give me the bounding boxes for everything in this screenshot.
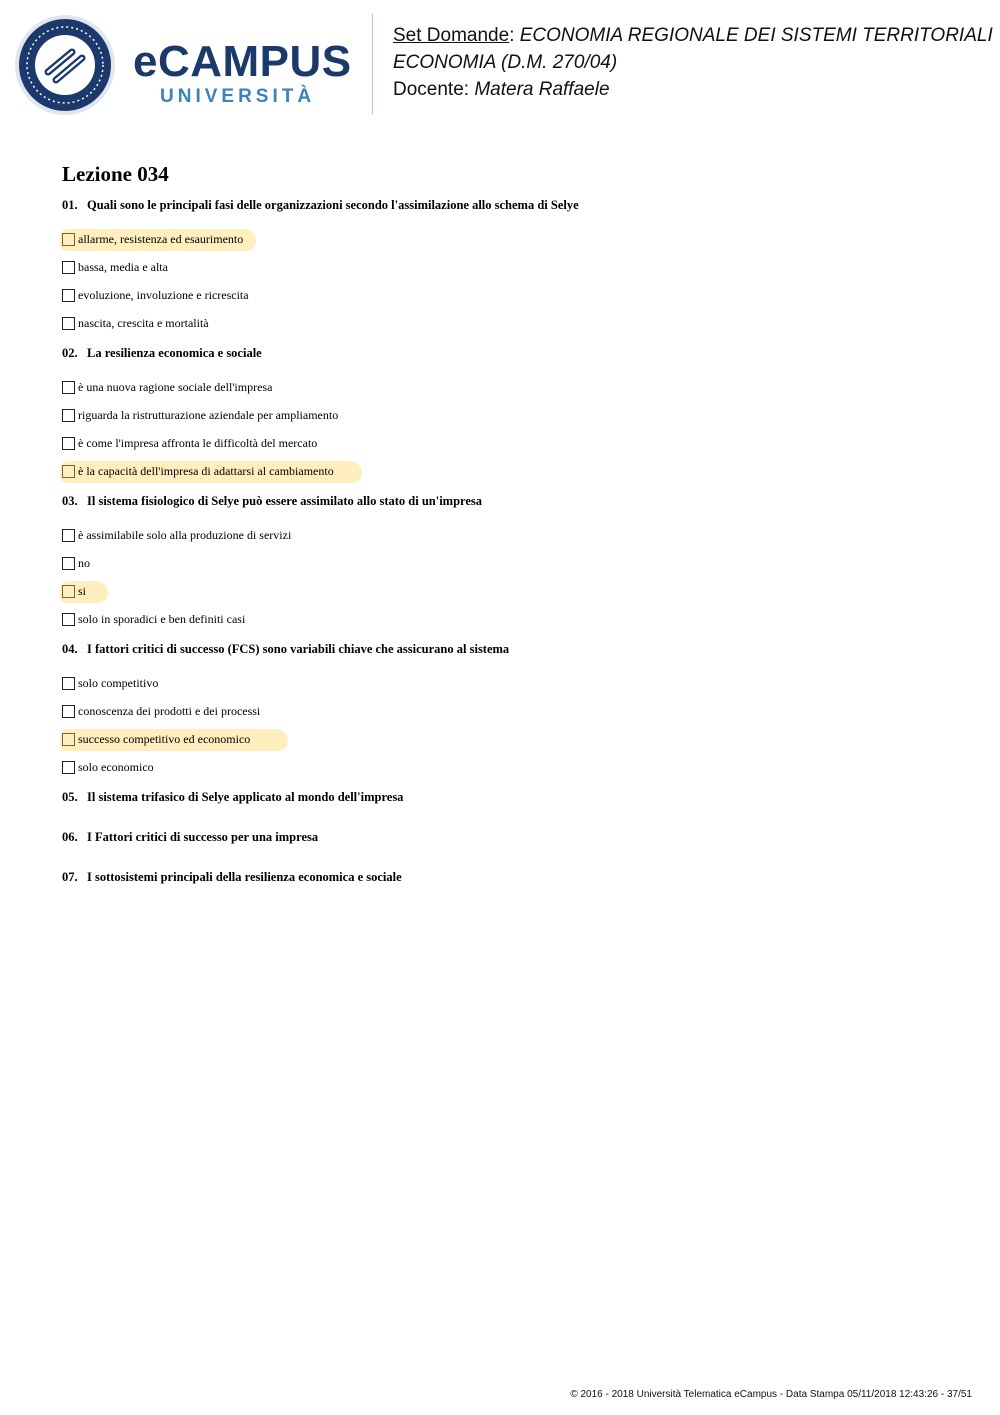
answer-label: riguarda la ristrutturazione aziendale per ampliamento xyxy=(78,408,339,422)
answer-label: è come l'impresa affronta le difficoltà del mercato xyxy=(78,436,318,450)
answer-label: è la capacità dell'impresa di adattarsi al cambiamento xyxy=(78,464,334,478)
answer-option[interactable] xyxy=(62,515,962,543)
answer-option[interactable] xyxy=(62,599,962,627)
answer-checkbox[interactable] xyxy=(62,677,75,690)
answer-option[interactable] xyxy=(62,747,962,775)
answer-checkbox[interactable] xyxy=(62,409,75,422)
teacher-line xyxy=(393,76,993,103)
question-01 xyxy=(62,196,962,331)
question-label: La resilienza economica e sociale xyxy=(87,346,262,360)
brand-subtitle: UNIVERSITÀ xyxy=(160,86,316,107)
answer-checkbox[interactable] xyxy=(62,761,75,774)
question-text xyxy=(62,492,962,510)
question-05 xyxy=(62,788,962,806)
answer-option[interactable] xyxy=(62,423,962,451)
answer-checkbox[interactable] xyxy=(62,261,75,274)
course-line-1: Set Domande: ECONOMIA REGIONALE DEI SISTEMI TERRITORIALI xyxy=(393,25,993,46)
answer-checkbox[interactable] xyxy=(62,529,75,542)
question-number: 01. xyxy=(62,198,78,212)
answer-checkbox[interactable] xyxy=(62,317,75,330)
question-07 xyxy=(62,868,962,886)
question-number: 02. xyxy=(62,346,78,360)
question-number: 05. xyxy=(62,790,78,804)
answer-label: bassa, media e alta xyxy=(78,260,168,274)
answer-label: si xyxy=(78,584,87,598)
teacher-name: Matera Raffaele xyxy=(474,79,610,100)
answer-option[interactable] xyxy=(62,219,962,247)
answer-label: è assimilabile solo alla produzione di servizi xyxy=(78,528,292,542)
question-text xyxy=(62,640,962,658)
question-02 xyxy=(62,344,962,479)
answer-option[interactable] xyxy=(62,247,962,275)
answer-label: allarme, resistenza ed esaurimento xyxy=(78,232,244,246)
course-line-2 xyxy=(393,49,993,76)
answer-label: no xyxy=(78,556,90,570)
question-number: 06. xyxy=(62,830,78,844)
answer-checkbox[interactable] xyxy=(62,705,75,718)
course-degree: ECONOMIA (D.M. 270/04) xyxy=(393,52,618,73)
question-list xyxy=(62,196,962,899)
question-label: I Fattori critici di successo per una impresa xyxy=(87,830,319,844)
answer-option[interactable] xyxy=(62,571,962,599)
question-label: I fattori critici di successo (FCS) sono variabili chiave che assicurano al sistema xyxy=(87,642,510,656)
answer-label: solo economico xyxy=(78,760,154,774)
question-text xyxy=(62,828,962,846)
answer-option[interactable] xyxy=(62,275,962,303)
course-name: ECONOMIA REGIONALE DEI SISTEMI TERRITORIALI xyxy=(519,25,993,46)
answer-checkbox[interactable] xyxy=(62,613,75,626)
question-number: 04. xyxy=(62,642,78,656)
question-text xyxy=(62,788,962,806)
answer-label: solo competitivo xyxy=(78,676,159,690)
answer-option[interactable] xyxy=(62,543,962,571)
page-footer: © 2016 - 2018 Università Telematica eCampus - Data Stampa 05/11/2018 12:43:26 - 37/51 xyxy=(570,1389,972,1400)
question-label: Il sistema fisiologico di Selye può essere assimilato allo stato di un'impresa xyxy=(87,494,483,508)
answer-checkbox[interactable] xyxy=(62,557,75,570)
question-label: I sottosistemi principali della resilienza economica e sociale xyxy=(87,870,402,884)
answer-checkbox[interactable] xyxy=(62,437,75,450)
question-text xyxy=(62,196,962,214)
brand-name: eCAMPUS xyxy=(133,37,352,86)
question-04 xyxy=(62,640,962,775)
answer-option[interactable] xyxy=(62,451,962,479)
question-text xyxy=(62,344,962,362)
answer-label: nascita, crescita e mortalità xyxy=(78,316,209,330)
answer-option[interactable] xyxy=(62,303,962,331)
answer-checkbox[interactable] xyxy=(62,289,75,302)
answer-option[interactable] xyxy=(62,691,962,719)
question-number: 03. xyxy=(62,494,78,508)
answer-label: evoluzione, involuzione e ricrescita xyxy=(78,288,249,302)
question-number: 07. xyxy=(62,870,78,884)
set-label: Set Domande xyxy=(393,25,510,46)
question-label: Il sistema trifasico di Selye applicato al mondo dell'impresa xyxy=(87,790,404,804)
answer-label: è una nuova ragione sociale dell'impresa xyxy=(78,380,273,394)
lesson-title: Lezione 034 xyxy=(62,162,169,186)
answer-label: conoscenza dei prodotti e dei processi xyxy=(78,704,261,718)
header-divider xyxy=(372,14,373,114)
answer-label: solo in sporadici e ben definiti casi xyxy=(78,612,246,626)
question-label: Quali sono le principali fasi delle organizzazioni secondo l'assimilazione allo schema di Selye xyxy=(87,198,579,212)
header-info xyxy=(393,22,993,103)
answer-option[interactable] xyxy=(62,367,962,395)
answer-label: successo competitivo ed economico xyxy=(78,732,251,746)
answer-checkbox[interactable] xyxy=(62,381,75,394)
question-03 xyxy=(62,492,962,627)
answer-option[interactable] xyxy=(62,663,962,691)
answer-option[interactable] xyxy=(62,395,962,423)
question-06 xyxy=(62,828,962,846)
question-text xyxy=(62,868,962,886)
answer-option[interactable] xyxy=(62,719,962,747)
ecampus-logo-icon xyxy=(14,14,116,116)
teacher-label: Docente: xyxy=(393,79,470,100)
